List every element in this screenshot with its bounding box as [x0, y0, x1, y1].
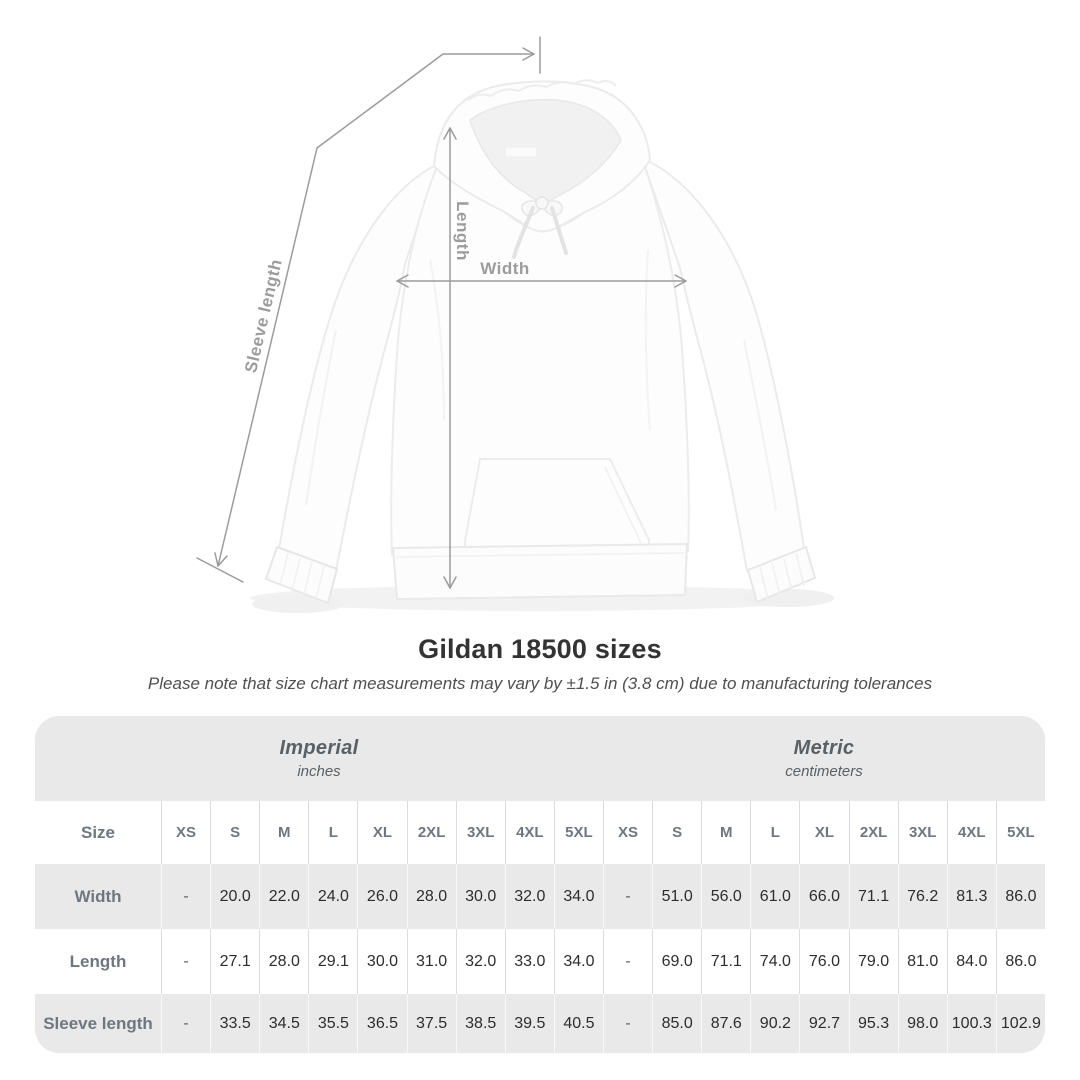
- value-cell: -: [161, 994, 210, 1053]
- value-cell: 56.0: [701, 864, 750, 929]
- size-header-metric-m: M: [701, 801, 750, 864]
- size-header-imperial-s: S: [210, 801, 259, 864]
- row-label: Length: [69, 951, 127, 971]
- value-cell: 34.5: [259, 994, 308, 1053]
- size-header-imperial-l: L: [308, 801, 357, 864]
- imperial-group-label: Imperial: [279, 737, 359, 759]
- value-cell: 26.0: [357, 864, 406, 929]
- value-cell: -: [603, 929, 652, 994]
- width-measure-label: Width: [480, 259, 530, 278]
- length-measure-label: Length: [453, 201, 472, 261]
- value-cell: 39.5: [505, 994, 554, 1053]
- value-cell: 71.1: [701, 929, 750, 994]
- row-label: Sleeve length: [43, 1013, 153, 1033]
- value-cell: 36.5: [357, 994, 406, 1053]
- size-header-imperial-3xl: 3XL: [456, 801, 505, 864]
- value-cell: 28.0: [259, 929, 308, 994]
- unit-group-band: [35, 716, 1045, 801]
- value-cell: 34.0: [554, 929, 603, 994]
- value-cell: 85.0: [652, 994, 701, 1053]
- measurement-row-width: [35, 864, 1045, 929]
- imperial-group-header: [35, 716, 603, 801]
- size-header-metric-2xl: 2XL: [849, 801, 898, 864]
- value-cell: 86.0: [996, 929, 1045, 994]
- metric-group-label: Metric: [793, 737, 855, 759]
- measurement-row-length: [35, 929, 1045, 994]
- hood-size-tag: [505, 147, 537, 157]
- metric-group-header: [603, 716, 1045, 801]
- value-cell: 20.0: [210, 864, 259, 929]
- value-cell: 76.0: [799, 929, 848, 994]
- value-cell: 30.0: [357, 929, 406, 994]
- size-chart-table: [35, 716, 1045, 1053]
- value-cell: 29.1: [308, 929, 357, 994]
- size-header-imperial-4xl: 4XL: [505, 801, 554, 864]
- value-cell: 35.5: [308, 994, 357, 1053]
- size-header-imperial-m: M: [259, 801, 308, 864]
- value-cell: 32.0: [456, 929, 505, 994]
- measurement-rows: [35, 864, 1045, 1053]
- drawstring-knot: [536, 197, 548, 209]
- sleeve-length-measure-label: Sleeve length: [241, 257, 286, 375]
- value-cell: 86.0: [996, 864, 1045, 929]
- value-cell: 100.3: [947, 994, 996, 1053]
- size-header-metric-3xl: 3XL: [898, 801, 947, 864]
- size-header-imperial-xs: XS: [161, 801, 210, 864]
- value-cell: 74.0: [750, 929, 799, 994]
- size-column-header: Size: [80, 822, 116, 842]
- value-cell: 38.5: [456, 994, 505, 1053]
- value-cell: 81.3: [947, 864, 996, 929]
- value-cell: -: [161, 929, 210, 994]
- size-header-metric-5xl: 5XL: [996, 801, 1045, 864]
- value-cell: 28.0: [407, 864, 456, 929]
- value-cell: 33.5: [210, 994, 259, 1053]
- value-cell: 98.0: [898, 994, 947, 1053]
- heading-block: [0, 634, 1080, 694]
- metric-group-sublabel: centimeters: [785, 763, 863, 780]
- value-cell: 79.0: [849, 929, 898, 994]
- value-cell: 95.3: [849, 994, 898, 1053]
- size-header-row: [35, 801, 1045, 864]
- value-cell: 40.5: [554, 994, 603, 1053]
- size-header-imperial-2xl: 2XL: [407, 801, 456, 864]
- imperial-group-sublabel: inches: [297, 763, 341, 780]
- value-cell: -: [603, 864, 652, 929]
- value-cell: 87.6: [701, 994, 750, 1053]
- value-cell: 102.9: [996, 994, 1045, 1053]
- value-cell: -: [603, 994, 652, 1053]
- size-header-metric-l: L: [750, 801, 799, 864]
- size-header-metric-4xl: 4XL: [947, 801, 996, 864]
- value-cell: 31.0: [407, 929, 456, 994]
- value-cell: 90.2: [750, 994, 799, 1053]
- value-cell: -: [161, 864, 210, 929]
- value-cell: 76.2: [898, 864, 947, 929]
- tolerance-note: Please note that size chart measurements may vary by ±1.5 in (3.8 cm) due to manufacturing tolerances: [147, 674, 933, 693]
- value-cell: 27.1: [210, 929, 259, 994]
- value-cell: 66.0: [799, 864, 848, 929]
- row-label: Width: [74, 886, 122, 906]
- value-cell: 22.0: [259, 864, 308, 929]
- value-cell: 24.0: [308, 864, 357, 929]
- hem-band: [393, 544, 687, 599]
- value-cell: 81.0: [898, 929, 947, 994]
- measurement-row-sleeve-length: [35, 994, 1045, 1053]
- value-cell: 92.7: [799, 994, 848, 1053]
- size-header-metric-xl: XL: [799, 801, 848, 864]
- value-cell: 84.0: [947, 929, 996, 994]
- value-cell: 30.0: [456, 864, 505, 929]
- size-header-metric-s: S: [652, 801, 701, 864]
- value-cell: 34.0: [554, 864, 603, 929]
- value-cell: 61.0: [750, 864, 799, 929]
- value-cell: 51.0: [652, 864, 701, 929]
- value-cell: 33.0: [505, 929, 554, 994]
- value-cell: 32.0: [505, 864, 554, 929]
- value-cell: 69.0: [652, 929, 701, 994]
- size-header-imperial-xl: XL: [357, 801, 406, 864]
- page-title: Gildan 18500 sizes: [418, 634, 662, 664]
- size-header-imperial-5xl: 5XL: [554, 801, 603, 864]
- size-header-metric-xs: XS: [603, 801, 652, 864]
- value-cell: 37.5: [407, 994, 456, 1053]
- value-cell: 71.1: [849, 864, 898, 929]
